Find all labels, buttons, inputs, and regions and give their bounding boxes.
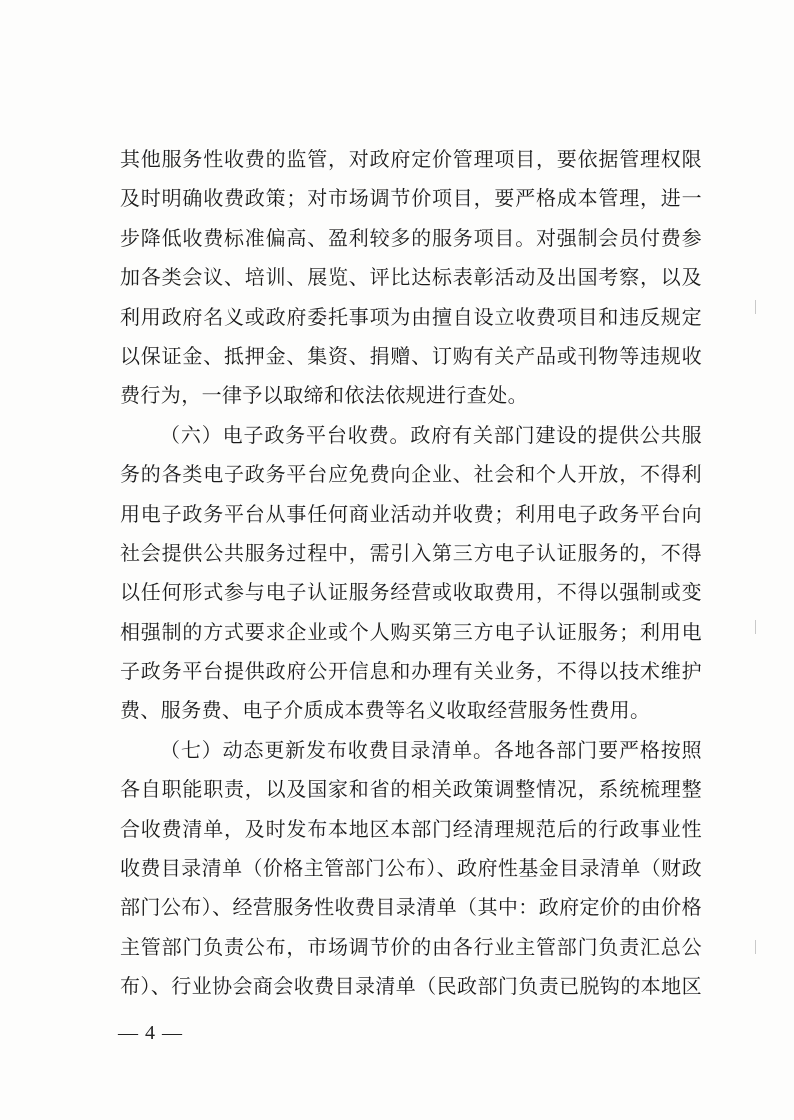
margin-mark: [755, 300, 756, 314]
text-line: 布）、行业协会商会收费目录清单（民政部门负责已脱钩的本地区: [120, 974, 702, 999]
text-line: 社会提供公共服务过程中，需引入第三方电子认证服务的，不得: [120, 540, 702, 565]
text-line: 其他服务性收费的监管，对政府定价管理项目，要依据管理权限: [120, 147, 702, 171]
text-line: 相强制的方式要求企业或个人购买第三方电子认证服务；利用电: [120, 619, 702, 644]
text-line: 收费目录清单（价格主管部门公布）、政府性基金目录清单（财政: [120, 856, 702, 881]
text-line: 主管部门负责公布，市场调节价的由各行业主管部门负责汇总公: [120, 934, 702, 959]
text-line: 加各类会议、培训、展览、评比达标表彰活动及出国考察，以及: [120, 265, 702, 290]
text-line: 各自职能职责，以及国家和省的相关政策调整情况，系统梳理整: [120, 777, 702, 802]
text-line: 及时明确收费政策；对市场调节价项目，要严格成本管理，进一: [120, 186, 702, 211]
text-line: 以保证金、抵押金、集资、捐赠、订购有关产品或刊物等违规收: [120, 343, 702, 368]
text-line: 利用政府名义或政府委托事项为由擅自设立收费项目和违反规定: [120, 304, 702, 329]
text-line: 务的各类电子政务平台应免费向企业、社会和个人开放，不得利: [120, 462, 702, 487]
margin-mark: [755, 940, 756, 954]
text-line: 部门公布）、经营服务性收费目录清单（其中：政府定价的由价格: [120, 895, 702, 920]
page-number: — 4 —: [118, 1022, 183, 1044]
document-body: [120, 140, 702, 1007]
text-line: 费、服务费、电子介质成本费等名义收取经营服务性费用。: [120, 698, 651, 723]
section-heading-line: （六）电子政务平台收费。政府有关部门建设的提供公共服: [160, 422, 702, 447]
text-line: 合收费清单，及时发布本地区本部门经清理规范后的行政事业性: [120, 816, 702, 841]
margin-mark: [755, 620, 756, 634]
text-line: 用电子政务平台从事任何商业活动并收费；利用电子政务平台向: [120, 501, 702, 526]
text-line: 以任何形式参与电子认证服务经营或收取费用，不得以强制或变: [120, 580, 702, 605]
text-line: 步降低收费标准偏高、盈利较多的服务项目。对强制会员付费参: [120, 225, 702, 250]
text-line: 费行为，一律予以取缔和依法依规进行查处。: [120, 383, 528, 408]
text-line: 子政务平台提供政府公开信息和办理有关业务，不得以技术维护: [120, 659, 702, 684]
section-heading-line: （七）动态更新发布收费目录清单。各地各部门要严格按照: [160, 737, 702, 762]
